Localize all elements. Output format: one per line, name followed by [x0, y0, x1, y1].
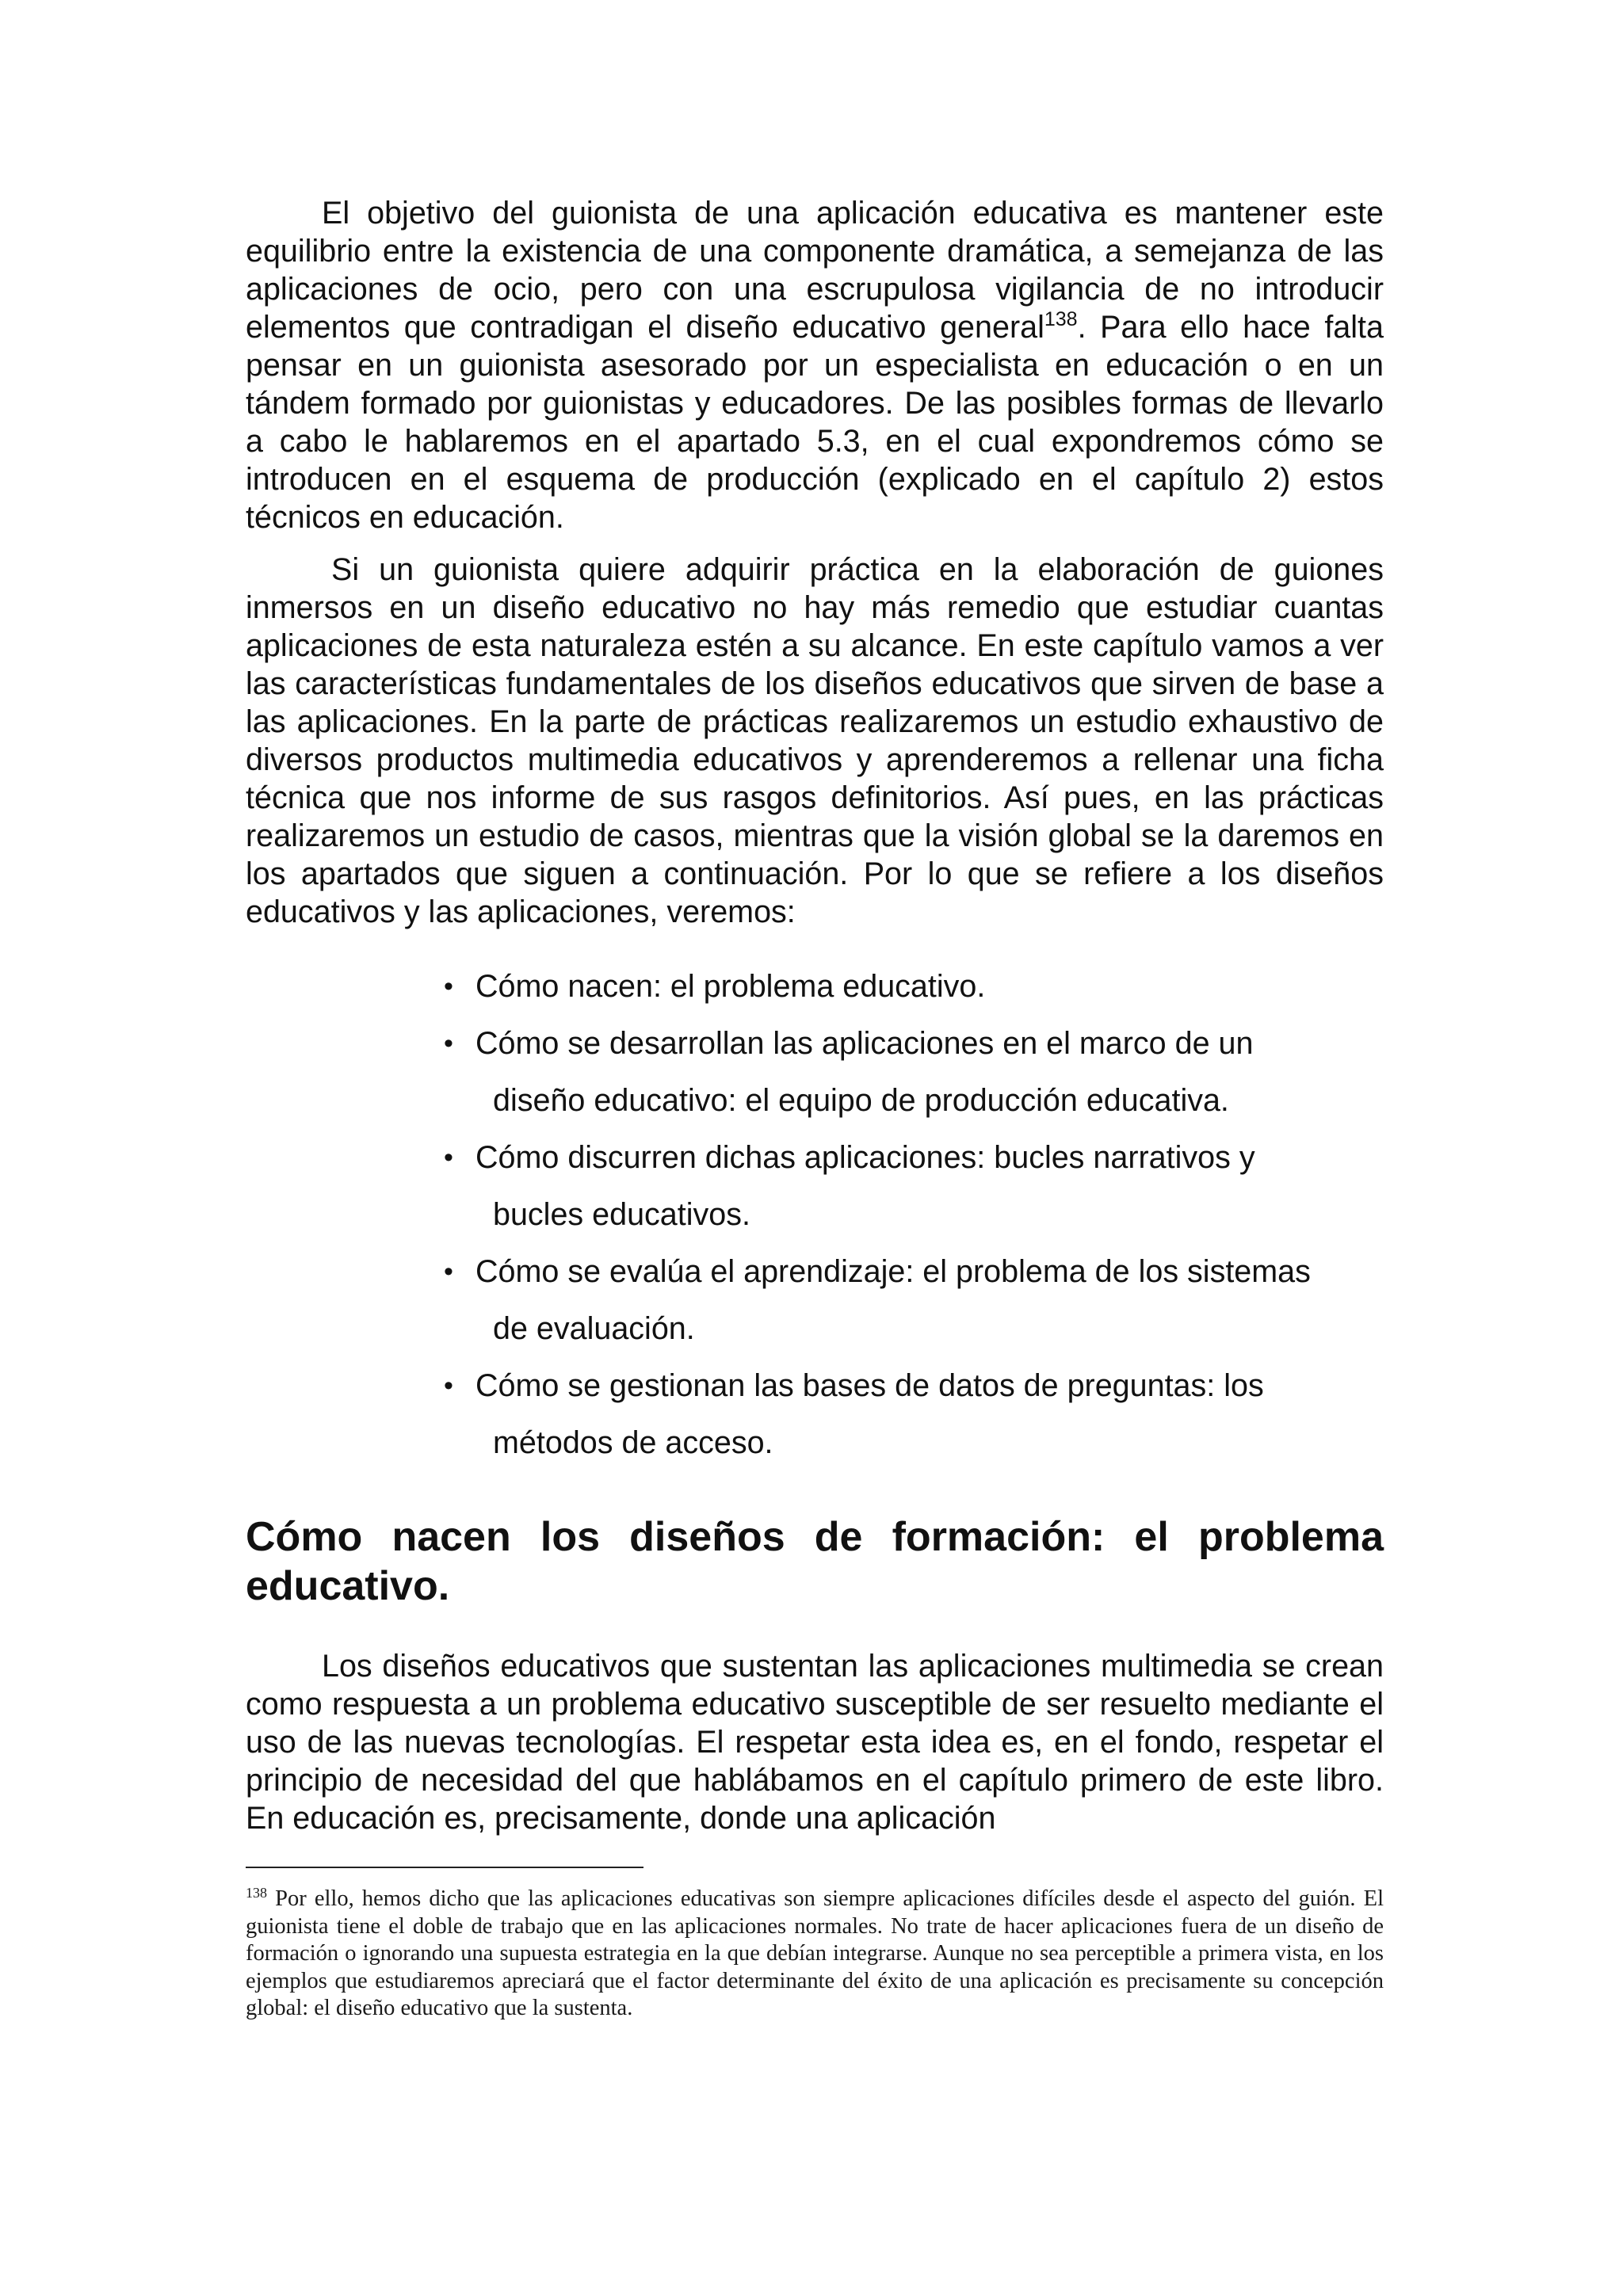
bullet-icon: • [444, 1028, 453, 1058]
list-item [444, 1243, 1384, 1357]
bullet-icon: • [444, 1371, 453, 1401]
footnote-number: 138 [246, 1885, 267, 1901]
paragraph-3: Los diseños educativos que sustentan las aplicaciones multimedia se crean como respuesta a un problema educativo susceptible de ser resuelto mediante el uso de las nuevas tecnologías. El respetar esta idea es, en el fondo, respetar el principio de necesidad del que hablábamos en el capítulo primero de este libro. En educación es, precisamente, donde una aplicación [246, 1649, 1384, 1836]
list-item [444, 1129, 1384, 1243]
list-item-text-continued: de evaluación. [493, 1311, 695, 1346]
paragraph-1-text-b: . Para ello hace falta pensar en un guionista asesorado por un especialista en educación o en un tándem formado por guionistas y educadores. De las posibles formas de llevarlo a cabo le hablaremos en el apartado 5.3, en el cual expondremos cómo se introducen en el esquema de producción (explicado en el capítulo 2) estos técnicos en educación. [246, 310, 1384, 535]
document-page [246, 194, 1384, 2023]
section-heading-line-2: educativo. [246, 1563, 450, 1609]
paragraph-2: Si un guionista quiere adquirir práctica en la elaboración de guiones inmersos en un diseño educativo no hay más remedio que estudiar cuantas aplicaciones de esta naturaleza estén a su alcance. En este capítulo vamos a ver las características fundamentales de los diseños educativos que sirven de base a las aplicaciones. En la parte de prácticas realizaremos un estudio exhaustivo de diversos productos multimedia educativos y aprenderemos a rellenar una ficha técnica que nos informe de sus rasgos definitorios. Así pues, en las prácticas realizaremos un estudio de casos, mientras que la visión global se la daremos en los apartados que siguen a continuación. Por lo que se refiere a los diseños educativos y las aplicaciones, veremos: [246, 552, 1384, 929]
topics-list [246, 958, 1384, 1471]
section-heading-line-1: Cómo nacen los diseños de formación: el problema [246, 1514, 1384, 1560]
footnote-138 [246, 1886, 1384, 2023]
footnote-reference-138[interactable]: 138 [1044, 308, 1078, 330]
section-heading [246, 1512, 1384, 1611]
paragraph-1-text-a: El objetivo del guionista de una aplicación educativa es mantener este equilibrio entre la existencia de una componente dramática, a semejanza de las aplicaciones de ocio, pero con una escrupulosa vigilancia de no introducir elementos que contradigan el diseño educativo general [246, 196, 1384, 345]
list-item-text: Cómo se evalúa el aprendizaje: el problema de los sistemas [475, 1254, 1311, 1289]
list-item [444, 1015, 1384, 1129]
bullet-icon: • [444, 971, 453, 1001]
list-item-text-continued: métodos de acceso. [493, 1425, 773, 1460]
list-item-text: Cómo se desarrollan las aplicaciones en el marco de un [475, 1026, 1254, 1061]
list-item [444, 1357, 1384, 1471]
bullet-icon: • [444, 1257, 453, 1287]
list-item-text: Cómo se gestionan las bases de datos de preguntas: los [475, 1368, 1264, 1403]
list-item [444, 958, 1384, 1015]
bullet-icon: • [444, 1142, 453, 1173]
list-item-text-continued: bucles educativos. [493, 1197, 750, 1232]
list-item-text: Cómo discurren dichas aplicaciones: bucles narrativos y [475, 1140, 1255, 1175]
list-item-text-continued: diseño educativo: el equipo de producción educativa. [493, 1083, 1229, 1118]
list-item-text: Cómo nacen: el problema educativo. [475, 969, 986, 1004]
footnote-separator [246, 1867, 643, 1868]
footnote-text: Por ello, hemos dicho que las aplicaciones educativas son siempre aplicaciones difíciles desde el aspecto del guión. El guionista tiene el doble de trabajo que en las aplicaciones normales. No trate de hacer aplicaciones fuera de un diseño de formación o ignorando una supuesta estrategia en la que debían integrarse. Aunque no sea perceptible a primera vista, en los ejemplos que estudiaremos apreciará que el factor determinante del éxito de una aplicación es precisamente su concepción global: el diseño educativo que la sustenta. [246, 1886, 1384, 2020]
paragraph-1 [246, 194, 1384, 536]
